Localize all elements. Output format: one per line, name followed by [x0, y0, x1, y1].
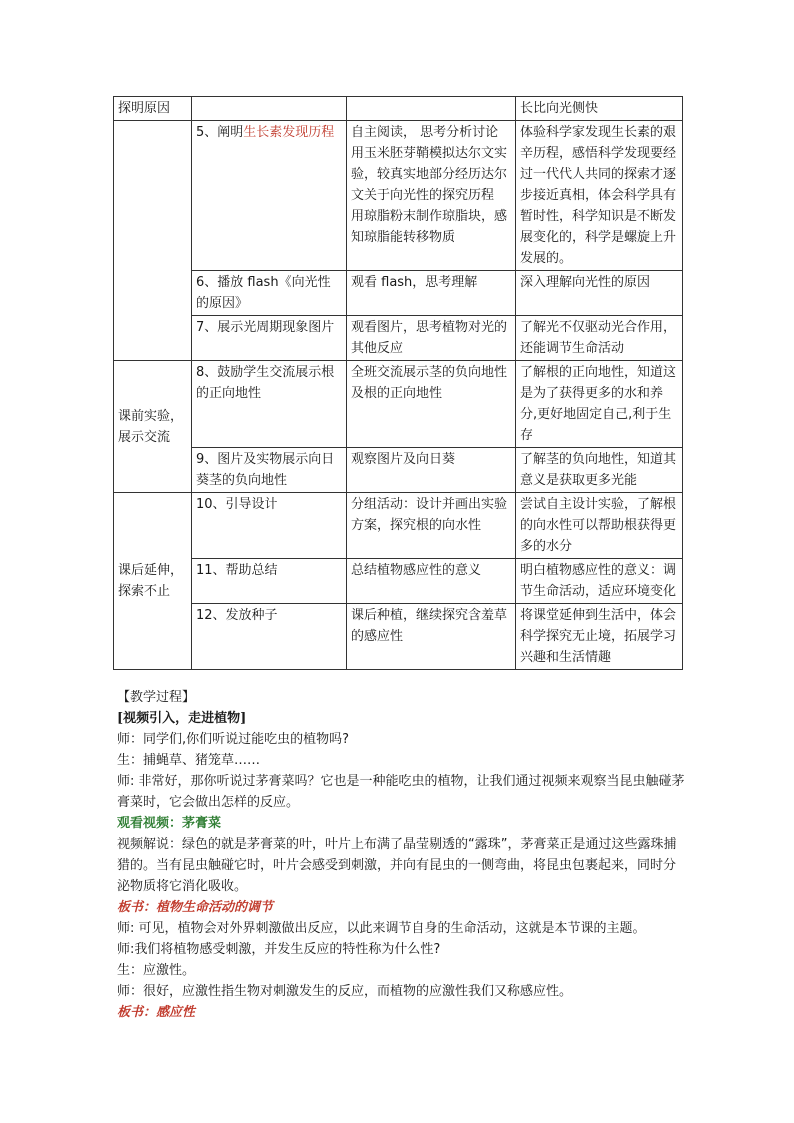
- teaching-process: [117, 687, 687, 1023]
- intent-cell: 尝试自主设计实验，了解根的向水性可以帮助根获得更多的水分: [516, 493, 683, 559]
- stage-line: 展示交流: [118, 429, 171, 445]
- student-activity-cell: 观看图片，思考植物对光的其他反应: [347, 316, 516, 361]
- intent-cell: 明白植物感应性的意义：调节生命活动，适应环境变化: [516, 559, 683, 604]
- stage-cell: [114, 493, 192, 670]
- dialogue-line: 师: 非常好，那你听说过茅膏菜吗？它也是一种能吃虫的植物，让我们通过视频来观察当昆虫触碰茅膏菜时，它会做出怎样的反应。: [117, 774, 685, 810]
- teacher-activity-cell: 12、发放种子: [192, 604, 347, 670]
- stage-cell-empty: [114, 121, 192, 361]
- lesson-plan-table: [113, 96, 683, 670]
- intent-cell: 深入理解向光性的原因: [516, 271, 683, 316]
- intent-cell: 体验科学家发现生长素的艰辛历程，感悟科学发现要经过一代代人共同的探索才逐步接近真相，体会科学具有暂时性，科学知识是不断发展变化的，科学是螺旋上升发展的。: [516, 121, 683, 271]
- table-row: [114, 361, 683, 448]
- student-activity-cell: 总结植物感应性的意义: [347, 559, 516, 604]
- student-activity-line: 自主阅读， 思考分析讨论: [351, 125, 499, 140]
- teacher-activity-cell: [192, 121, 347, 271]
- student-activity-cell: 观察图片及向日葵: [347, 448, 516, 493]
- teacher-activity-cell: 7、展示光周期现象图片: [192, 316, 347, 361]
- dialogue-line: 师:我们将植物感受刺激，并发生反应的特性称为什么性?: [117, 942, 441, 957]
- board-note: 板书：感应性: [117, 1005, 196, 1020]
- section-heading: 【教学过程】: [117, 690, 196, 705]
- table-row: [114, 559, 683, 604]
- dialogue-line: 师：很好，应激性指生物对刺激发生的反应，而植物的应激性我们又称感应性。: [117, 984, 573, 999]
- teacher-activity-cell: 9、图片及实物展示向日葵茎的负向地性: [192, 448, 347, 493]
- dialogue-line: 视频解说：绿色的就是茅膏菜的叶，叶片上布满了晶莹剔透的“露珠”，茅膏菜正是通过这些露珠捕猎的。当有昆虫触碰它时，叶片会感受到刺激，并向有昆虫的一侧弯曲，将昆虫包裹起来，同时分泌物质将它消化吸收。: [117, 837, 677, 894]
- student-activity-cell: 全班交流展示茎的负向地性及根的正向地性: [347, 361, 516, 448]
- video-heading: 观看视频：茅膏菜: [117, 816, 222, 831]
- stage-cell: 探明原因: [114, 97, 192, 121]
- table-row: [114, 493, 683, 559]
- table-row: [114, 448, 683, 493]
- dialogue-line: 生：应激性。: [117, 963, 196, 978]
- cell: [347, 97, 516, 121]
- student-activity-line: 用玉米胚芽鞘模拟达尔文实验，较真实地部分经历达尔文关于向光性的探究历程: [351, 146, 508, 203]
- student-activity-cell: 课后种植，继续探究含羞草的感应性: [347, 604, 516, 670]
- intent-cell: 了解光不仅驱动光合作用，还能调节生命活动: [516, 316, 683, 361]
- intent-cell: 了解茎的负向地性，知道其意义是获取更多光能: [516, 448, 683, 493]
- table-row: [114, 316, 683, 361]
- board-note: 板书：植物生命活动的调节: [117, 900, 274, 915]
- student-activity-cell: 分组活动：设计并画出实验方案，探究根的向水性: [347, 493, 516, 559]
- table-row: [114, 271, 683, 316]
- stage-line: 课后延伸，: [118, 563, 184, 578]
- teacher-activity-cell: 10、引导设计: [192, 493, 347, 559]
- section-subheading: [视频引入，走进植物]: [117, 711, 247, 726]
- activity-highlight: 生长素发现历程: [243, 125, 335, 140]
- student-activity-line: 用琼脂粉末制作琼脂块，感知琼脂能转移物质: [351, 209, 508, 245]
- dialogue-line: 师: 可见，植物会对外界刺激做出反应，以此来调节自身的生命活动，这就是本节课的主题。: [117, 921, 646, 936]
- teacher-activity-cell: 11、帮助总结: [192, 559, 347, 604]
- table-row: [114, 604, 683, 670]
- student-activity-cell: 观看 flash，思考理解: [347, 271, 516, 316]
- intent-cell: 将课堂延伸到生活中，体会科学探究无止境，拓展学习兴趣和生活情趣: [516, 604, 683, 670]
- student-activity-cell: [347, 121, 516, 271]
- table-row: [114, 97, 683, 121]
- dialogue-line: 师：同学们,你们听说过能吃虫的植物吗?: [117, 732, 350, 747]
- stage-cell: [114, 361, 192, 493]
- stage-line: 探索不止: [118, 584, 171, 599]
- table-row: [114, 121, 683, 271]
- teacher-activity-cell: 6、播放 flash《向光性的原因》: [192, 271, 347, 316]
- cell: [192, 97, 347, 121]
- stage-line: 课前实验，: [118, 408, 184, 424]
- intent-cell: 了解根的正向地性，知道这是为了获得更多的水和养分,更好地固定自己,利于生存: [516, 361, 683, 448]
- cell: 长比向光侧快: [516, 97, 683, 121]
- teacher-activity-cell: 8、鼓励学生交流展示根的正向地性: [192, 361, 347, 448]
- dialogue-line: 生：捕蝇草、猪笼草……: [117, 753, 261, 768]
- activity-prefix: 5、阐明: [196, 125, 244, 140]
